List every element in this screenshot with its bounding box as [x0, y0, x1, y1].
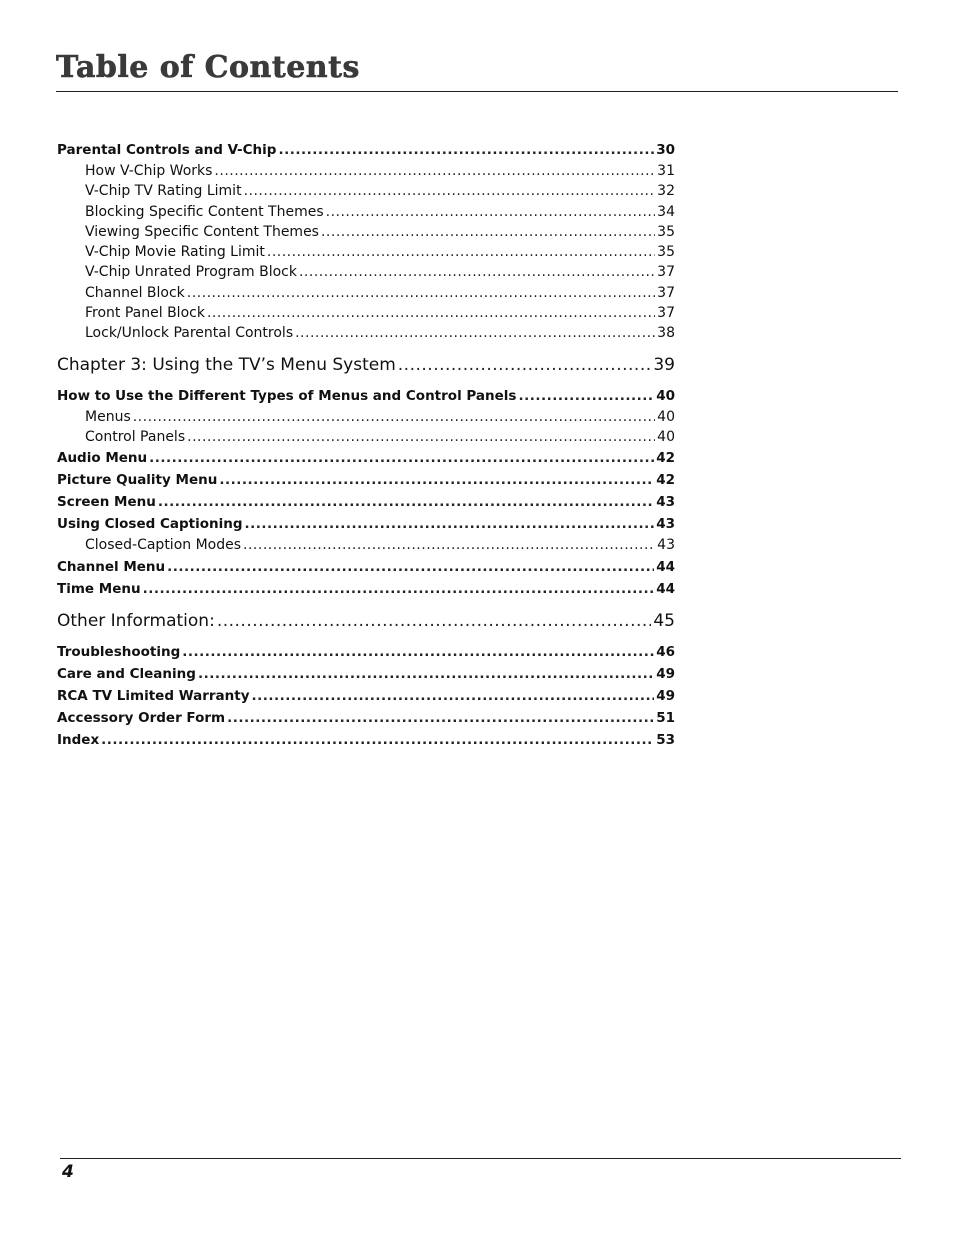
toc-entry[interactable]	[57, 303, 675, 323]
toc-entry-label: Time Menu	[57, 580, 141, 597]
toc-entry[interactable]	[57, 222, 675, 242]
dot-leader	[295, 323, 655, 343]
dot-leader	[321, 222, 655, 242]
toc-entry[interactable]	[57, 491, 675, 513]
dot-leader	[245, 513, 655, 535]
toc-entry[interactable]	[57, 513, 675, 535]
toc-entry[interactable]	[57, 262, 675, 282]
footer-divider	[60, 1158, 901, 1159]
dot-leader	[518, 385, 654, 407]
toc-entry[interactable]	[57, 385, 675, 407]
toc-entry-page: 35	[657, 223, 675, 240]
dot-leader	[217, 606, 652, 636]
dot-leader	[227, 707, 654, 729]
toc-entry-page: 51	[656, 709, 675, 726]
dot-leader	[243, 535, 655, 555]
toc-entry-label: Parental Controls and V-Chip	[57, 142, 277, 158]
toc-entry-page: 37	[657, 284, 675, 301]
title-divider	[56, 91, 898, 92]
toc-entry-page: 42	[656, 450, 675, 467]
toc-chapter-heading[interactable]	[57, 350, 675, 380]
toc-entry-label: Using Closed Captioning	[57, 516, 243, 533]
page-title: Table of Contents	[56, 50, 360, 85]
toc-entry[interactable]	[57, 181, 675, 201]
toc-entry[interactable]	[57, 447, 675, 469]
dot-leader	[278, 139, 654, 161]
toc-entry[interactable]	[57, 283, 675, 303]
toc-entry[interactable]	[57, 663, 675, 685]
dot-leader	[398, 350, 652, 380]
toc-entry-page: 49	[656, 687, 675, 704]
dot-leader	[182, 641, 654, 663]
toc-entry-label: Care and Cleaning	[57, 665, 196, 682]
toc-chapter-heading[interactable]	[57, 606, 675, 636]
dot-leader	[158, 491, 654, 513]
toc-entry-page: 35	[657, 244, 675, 261]
toc-entry-label: V-Chip Unrated Program Block	[85, 264, 297, 281]
toc-entry-page: 44	[656, 580, 675, 597]
page-number: 4	[62, 1162, 74, 1182]
toc-entry-page: 42	[656, 472, 675, 489]
toc-entry-page: 37	[657, 305, 675, 322]
toc-entry-page: 34	[657, 203, 675, 220]
dot-leader	[267, 242, 655, 262]
dot-leader	[207, 303, 655, 323]
toc-entry-page: 40	[656, 387, 675, 404]
dot-leader	[101, 729, 654, 751]
dot-leader	[149, 447, 654, 469]
toc-entry-page: 46	[656, 643, 675, 660]
toc-entry-label: Viewing Specific Content Themes	[85, 223, 319, 240]
toc-entry[interactable]	[57, 707, 675, 729]
dot-leader	[219, 469, 654, 491]
toc-entry-label: Closed-Caption Modes	[85, 537, 242, 554]
toc-entry-page: 53	[656, 731, 675, 748]
toc-entry-page: 44	[656, 558, 675, 575]
dot-leader	[299, 262, 655, 282]
toc-entry-label: Picture Quality Menu	[57, 472, 218, 489]
dot-leader	[187, 427, 655, 447]
toc-entry-page: 38	[657, 325, 675, 342]
dot-leader	[143, 578, 655, 600]
toc-entry-label: Troubleshooting	[57, 643, 181, 660]
toc-entry[interactable]	[57, 535, 675, 555]
toc-entry-page: 31	[657, 163, 675, 179]
toc-entry-label: Menus	[85, 408, 131, 425]
dot-leader	[326, 202, 656, 222]
dot-leader	[133, 407, 655, 427]
toc-entry-label: Control Panels	[85, 428, 186, 445]
toc-entry[interactable]	[57, 323, 675, 343]
dot-leader	[252, 685, 655, 707]
dot-leader	[214, 161, 655, 181]
toc-entry[interactable]	[57, 139, 675, 161]
table-of-contents	[57, 139, 675, 751]
toc-entry-label: Channel Menu	[57, 558, 166, 575]
dot-leader	[198, 663, 654, 685]
toc-entry-page: 43	[656, 516, 675, 533]
toc-entry[interactable]	[57, 556, 675, 578]
toc-entry[interactable]	[57, 578, 675, 600]
toc-entry-label: Channel Block	[85, 284, 185, 301]
toc-entry-page: 45	[653, 610, 675, 631]
toc-entry-label: Accessory Order Form	[57, 709, 226, 726]
toc-entry-page: 43	[656, 494, 675, 511]
toc-entry-label: Blocking Specific Content Themes	[85, 203, 324, 220]
toc-entry-label: Chapter 3: Using the TV’s Menu System	[57, 354, 396, 375]
dot-leader	[244, 181, 656, 201]
toc-entry[interactable]	[57, 685, 675, 707]
toc-entry-label: How V-Chip Works	[85, 163, 213, 179]
toc-entry-label: Other Information:	[57, 610, 215, 631]
toc-entry[interactable]	[57, 469, 675, 491]
toc-entry-label: Front Panel Block	[85, 305, 205, 322]
toc-entry[interactable]	[57, 202, 675, 222]
dot-leader	[187, 283, 655, 303]
toc-entry-label: RCA TV Limited Warranty	[57, 687, 250, 704]
toc-entry-page: 39	[653, 354, 675, 375]
toc-entry-label: Lock/Unlock Parental Controls	[85, 325, 294, 342]
toc-entry[interactable]	[57, 729, 675, 751]
toc-entry-label: V-Chip TV Rating Limit	[85, 183, 242, 200]
dot-leader	[167, 556, 654, 578]
toc-entry-page: 43	[657, 537, 675, 554]
toc-entry-page: 30	[656, 142, 675, 158]
toc-entry-page: 40	[657, 408, 675, 425]
toc-entry-label: Index	[57, 731, 100, 748]
toc-entry-page: 32	[657, 183, 675, 200]
toc-entry[interactable]	[57, 427, 675, 447]
toc-entry-label: Screen Menu	[57, 494, 156, 511]
toc-entry-label: V-Chip Movie Rating Limit	[85, 244, 265, 261]
toc-entry-label: How to Use the Different Types of Menus and Control Panels	[57, 387, 517, 404]
toc-entry[interactable]	[57, 161, 675, 181]
toc-entry[interactable]	[57, 407, 675, 427]
toc-entry-page: 49	[656, 665, 675, 682]
toc-entry[interactable]	[57, 641, 675, 663]
toc-entry-page: 40	[657, 428, 675, 445]
toc-entry-page: 37	[657, 264, 675, 281]
toc-entry[interactable]	[57, 242, 675, 262]
toc-entry-label: Audio Menu	[57, 450, 148, 467]
